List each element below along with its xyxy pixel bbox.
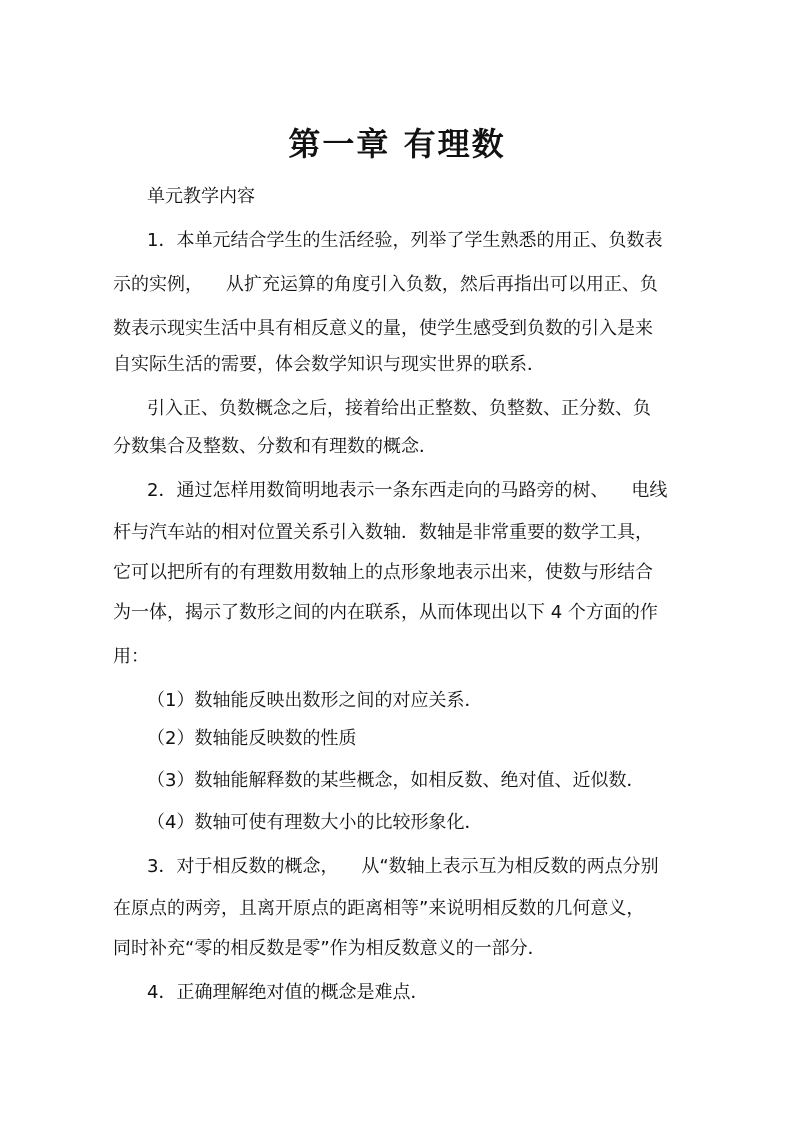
- list-item: （2）数轴能反映数的性质: [147, 728, 357, 749]
- list-item: （4）数轴可使有理数大小的比较形象化．: [147, 812, 483, 833]
- paragraph-line: 4．正确理解绝对值的概念是难点．: [147, 982, 429, 1003]
- paragraph-line: 为一体，揭示了数形之间的内在联系，从而体现出以下 4 个方面的作: [113, 602, 658, 623]
- paragraph-line: 引入正、负数概念之后，接着给出正整数、负整数、正分数、负: [147, 398, 651, 419]
- paragraph-line: 用：: [113, 646, 149, 667]
- paragraph-line: 它可以把所有的有理数用数轴上的点形象地表示出来，使数与形结合: [113, 562, 653, 583]
- paragraph-line: 数表示现实生活中具有相反意义的量，使学生感受到负数的引入是来: [113, 318, 653, 339]
- paragraph-line: 同时补充“零的相反数是零”作为相反数意义的一部分．: [113, 938, 546, 959]
- list-item: （1）数轴能反映出数形之间的对应关系．: [147, 690, 483, 711]
- paragraph-line: 分数集合及整数、分数和有理数的概念．: [113, 436, 437, 457]
- chapter-title: 第一章 有理数: [288, 125, 506, 163]
- paragraph-line: 自实际生活的需要，体会数学知识与现实世界的联系．: [113, 354, 545, 375]
- paragraph-line: 2．通过怎样用数简明地表示一条东西走向的马路旁的树、 电线: [147, 480, 668, 501]
- section-heading: 单元教学内容: [147, 186, 255, 207]
- paragraph-line: 杆与汽车站的相对位置关系引入数轴．数轴是非常重要的数学工具，: [113, 522, 653, 543]
- paragraph-line: 3．对于相反数的概念， 从“数轴上表示互为相反数的两点分别: [147, 856, 659, 877]
- paragraph-line: 1．本单元结合学生的生活经验，列举了学生熟悉的用正、负数表: [147, 230, 663, 251]
- paragraph-line: 在原点的两旁，且离开原点的距离相等”来说明相反数的几何意义，: [113, 898, 645, 919]
- paragraph-line: 示的实例， 从扩充运算的角度引入负数，然后再指出可以用正、负: [113, 274, 658, 295]
- list-item: （3）数轴能解释数的某些概念，如相反数、绝对值、近似数．: [147, 770, 645, 791]
